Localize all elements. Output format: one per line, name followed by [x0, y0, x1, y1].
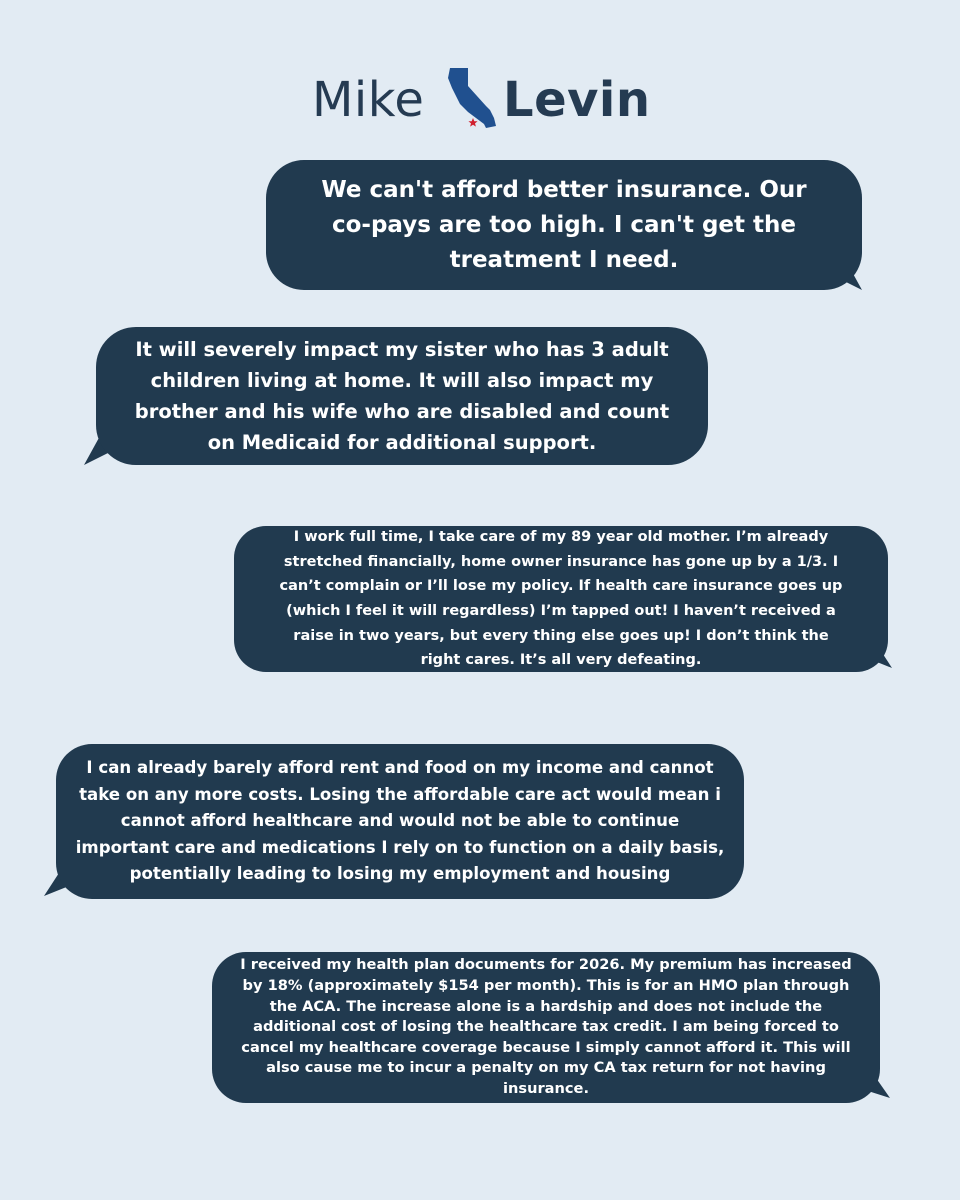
mike-levin-logo: [0, 62, 960, 134]
testimonial-line: potentially leading to losing my employment and housing: [129, 864, 671, 884]
testimonial-line: stretched financially, home owner insurance has gone up by a 1/3. I: [283, 553, 839, 570]
testimonial-line: the ACA. The increase alone is a hardship and does not include the: [269, 997, 823, 1015]
testimonial-line: cancel my healthcare coverage because I simply cannot afford it. This will: [241, 1038, 851, 1056]
testimonial-text-2: [135, 334, 669, 458]
testimonial-line: important care and medications I rely on to function on a daily basis,: [75, 837, 725, 857]
testimonial-line: It will severely impact my sister who has 3 adult: [135, 338, 669, 361]
testimonial-line: I work full time, I take care of my 89 year old mother. I’m already: [293, 529, 829, 546]
testimonial-line: take on any more costs. Losing the affordable care act would mean i: [79, 784, 721, 804]
testimonial-line: I received my health plan documents for 2026. My premium has increased: [240, 956, 852, 974]
testimonial-line: insurance.: [503, 1079, 589, 1097]
testimonial-line: We can't afford better insurance. Our: [321, 176, 807, 203]
testimonial-line: also cause me to incur a penalty on my CA tax return for not having: [266, 1059, 826, 1077]
testimonial-line: (which I feel it will regardless) I’m tapped out! I haven’t received a: [286, 603, 836, 619]
testimonial-line: right cares. It’s all very defeating.: [420, 652, 702, 669]
testimonial-text-5: [240, 955, 851, 1099]
logo-first-name: Mike: [312, 72, 425, 128]
testimonial-line: can’t complain or I’ll lose my policy. If health care insurance goes up: [279, 578, 843, 595]
testimonial-line: on Medicaid for additional support.: [207, 431, 597, 454]
testimonial-bubble-1: [266, 160, 862, 290]
testimonial-line: by 18% (approximately $154 per month). This is for an HMO plan through: [242, 977, 850, 995]
testimonial-bubble-2: [96, 327, 708, 465]
testimonial-line: children living at home. It will also impact my: [150, 369, 654, 392]
testimonial-line: I can already barely afford rent and food on my income and cannot: [86, 758, 714, 778]
testimonial-line: cannot afford healthcare and would not be able to continue: [120, 811, 680, 831]
testimonial-line: raise in two years, but every thing else goes up! I don’t think the: [293, 627, 829, 644]
testimonial-text-4: [76, 755, 725, 888]
testimonial-line: treatment I need.: [449, 246, 679, 273]
testimonial-line: brother and his wife who are disabled and count: [134, 400, 670, 423]
testimonial-bubble-4: [56, 744, 744, 899]
testimonial-line: co-pays are too high. I can't get the: [331, 211, 797, 238]
testimonial-line: additional cost of losing the healthcare tax credit. I am being forced to: [253, 1018, 839, 1036]
logo-last-name: Levin: [503, 72, 651, 128]
testimonial-bubble-3: [234, 526, 888, 672]
testimonial-text-3: [280, 525, 843, 673]
testimonial-bubble-5: [212, 952, 880, 1103]
star-icon: [468, 118, 477, 127]
california-state-icon: [446, 66, 500, 130]
testimonial-text-1: [321, 173, 806, 278]
